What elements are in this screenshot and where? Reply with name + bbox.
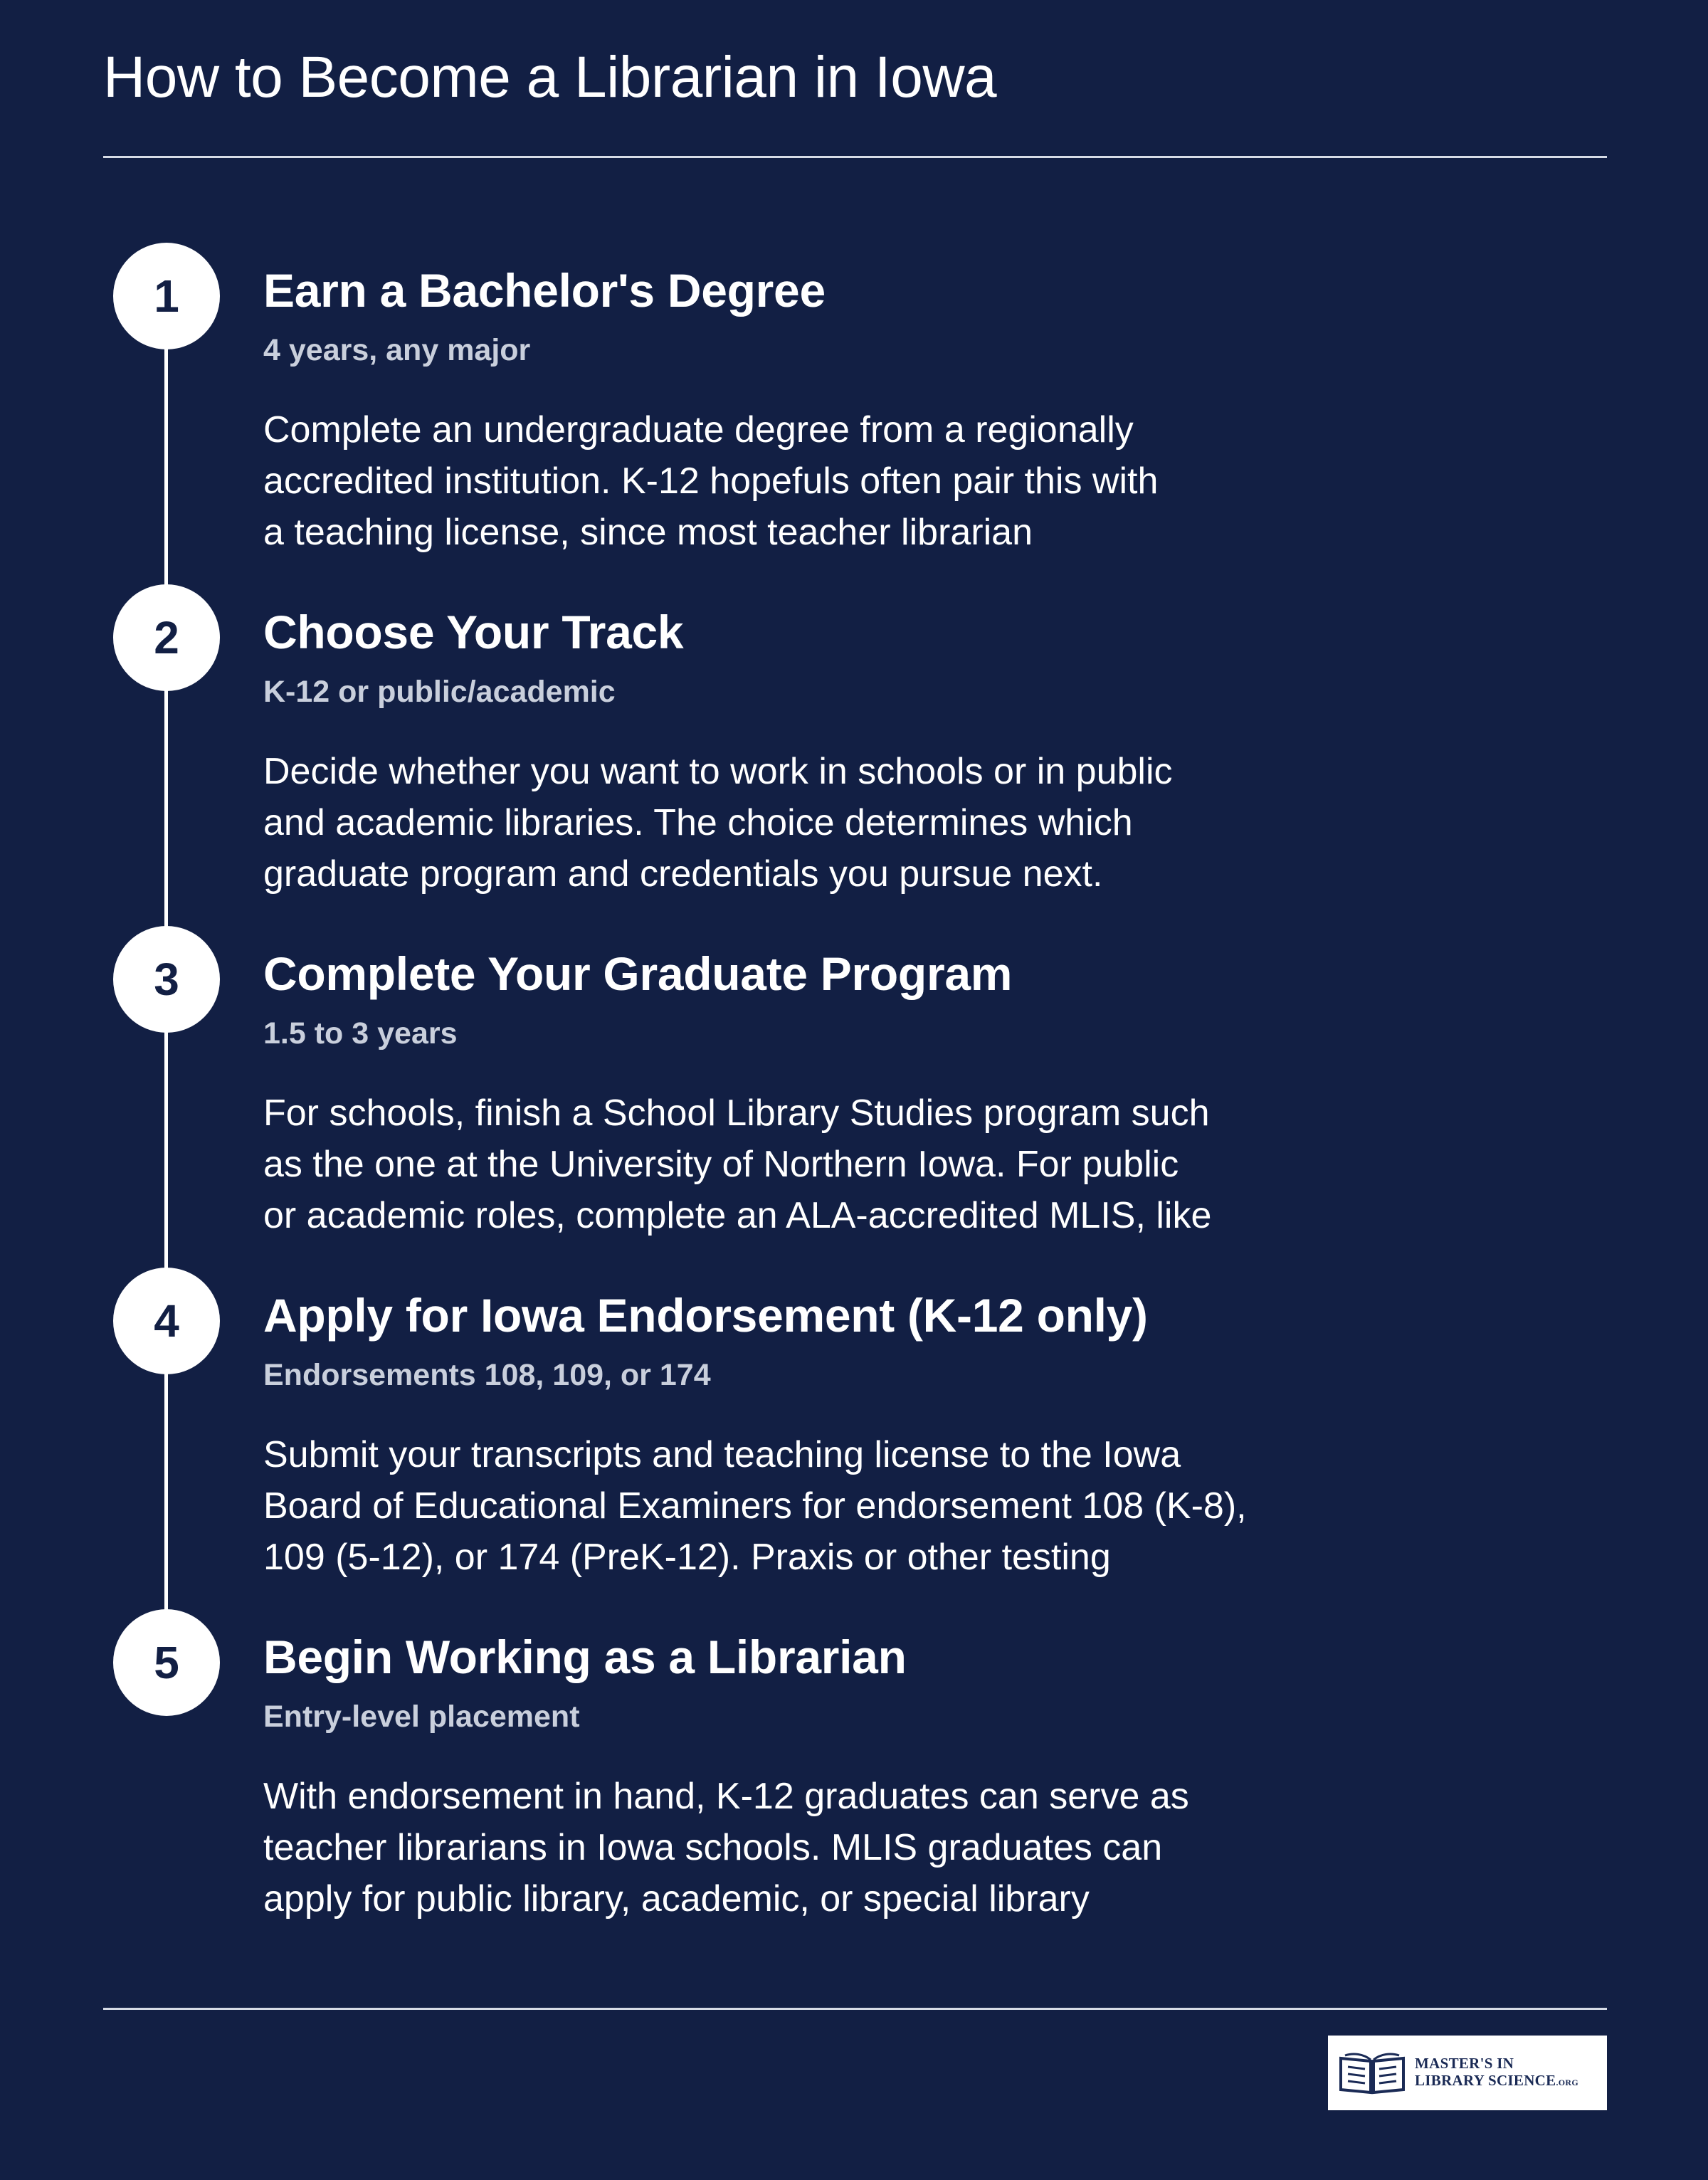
step-description — [263, 404, 1402, 558]
site-logo[interactable] — [1328, 2036, 1607, 2110]
description-line: Board of Educational Examiners for endorsement 108 (K-8), — [263, 1485, 1247, 1527]
step-description — [263, 1088, 1402, 1241]
description-line: teacher librarians in Iowa schools. MLIS graduates can — [263, 1827, 1163, 1869]
step-content — [263, 606, 1402, 900]
description-line: Submit your transcripts and teaching license to the Iowa — [263, 1434, 1181, 1476]
step-title: Choose Your Track — [263, 606, 684, 658]
header-divider — [103, 156, 1607, 158]
step-content — [263, 1631, 1402, 1924]
description-line: a teaching license, since most teacher librarian — [263, 512, 1033, 554]
logo-line-2-text: LIBRARY SCIENCE — [1415, 2072, 1556, 2089]
step-subtitle: K-12 or public/academic — [263, 674, 616, 709]
description-line: accredited institution. K-12 hopefuls often pair this with — [263, 460, 1159, 502]
logo-line-1: MASTER'S IN — [1415, 2055, 1514, 2072]
step-title: Begin Working as a Librarian — [263, 1631, 907, 1683]
logo-line-2 — [1415, 2072, 1578, 2091]
description-line: graduate program and credentials you pursue next. — [263, 853, 1103, 895]
step-subtitle: 1.5 to 3 years — [263, 1016, 458, 1050]
step-number-badge: 3 — [113, 926, 220, 1033]
step-number-badge: 2 — [113, 584, 220, 691]
step-description — [263, 1429, 1402, 1583]
logo-suffix: .ORG — [1556, 2078, 1578, 2087]
step-title: Complete Your Graduate Program — [263, 947, 1013, 1000]
step-content — [263, 1289, 1402, 1583]
step-subtitle: 4 years, any major — [263, 332, 531, 367]
step-subtitle: Endorsements 108, 109, or 174 — [263, 1357, 711, 1392]
step-content — [263, 264, 1402, 558]
description-line: or academic roles, complete an ALA-accredited MLIS, like — [263, 1195, 1212, 1237]
step-description — [263, 1771, 1402, 1924]
description-line: and academic libraries. The choice determines which — [263, 802, 1133, 844]
step-number-badge: 1 — [113, 243, 220, 349]
page-title: How to Become a Librarian in Iowa — [103, 45, 997, 110]
description-line: as the one at the University of Northern Iowa. For public — [263, 1144, 1179, 1186]
step-number-badge: 4 — [113, 1268, 220, 1374]
description-line: With endorsement in hand, K-12 graduates can serve as — [263, 1776, 1189, 1818]
logo-wordmark — [1415, 2055, 1578, 2091]
open-book-icon — [1338, 2048, 1406, 2098]
step-title: Apply for Iowa Endorsement (K-12 only) — [263, 1289, 1148, 1342]
step-subtitle: Entry-level placement — [263, 1699, 580, 1734]
step-content — [263, 947, 1402, 1241]
step-number-badge: 5 — [113, 1609, 220, 1716]
description-line: apply for public library, academic, or special library — [263, 1878, 1090, 1920]
description-line: Complete an undergraduate degree from a regionally — [263, 409, 1134, 451]
footer-divider — [103, 2008, 1607, 2010]
step-title: Earn a Bachelor's Degree — [263, 264, 826, 317]
step-description — [263, 746, 1402, 900]
description-line: 109 (5-12), or 174 (PreK-12). Praxis or other testing — [263, 1537, 1111, 1579]
description-line: For schools, finish a School Library Studies program such — [263, 1092, 1210, 1134]
description-line: Decide whether you want to work in schools or in public — [263, 751, 1173, 793]
